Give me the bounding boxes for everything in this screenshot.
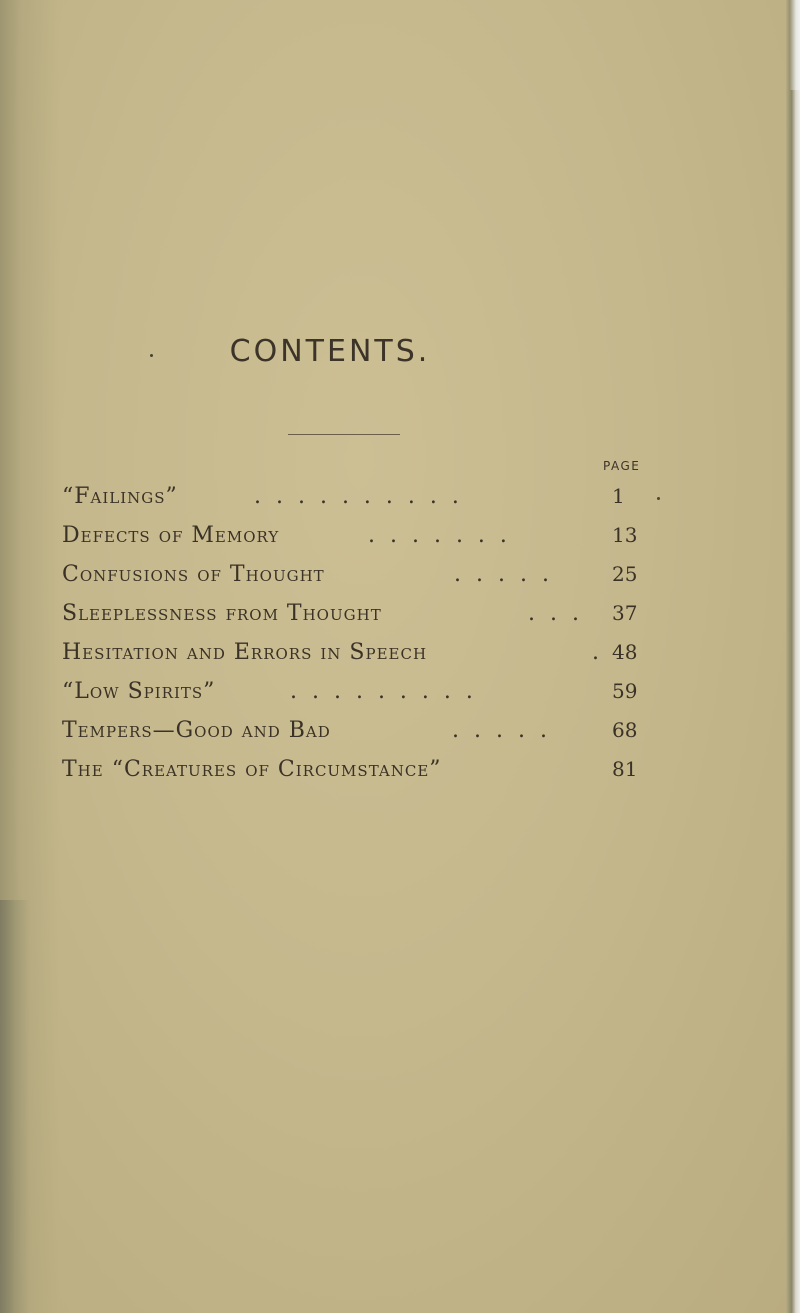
toc-entry-page: 59 — [612, 679, 638, 703]
stray-mark — [657, 497, 660, 500]
page-edge-top — [790, 0, 800, 90]
toc-dot-leader: . . . — [528, 601, 583, 626]
toc-entry-page: 48 — [612, 640, 638, 664]
stray-mark — [150, 354, 153, 357]
toc-entry-title: Hesitation and Errors in Speech — [62, 640, 428, 665]
toc-entry-title: Defects of Memory — [62, 523, 280, 548]
toc-dot-leader: . . . . . — [454, 562, 553, 587]
toc-entry-page: 81 — [612, 757, 638, 781]
toc-entry-page: 37 — [612, 601, 638, 625]
toc-entry-hesitation-and-errors-in-speech — [62, 634, 652, 673]
toc-entry-tempers-good-and-bad — [62, 712, 652, 751]
toc-entry-failings — [62, 478, 652, 517]
toc-entry-title: “Failings” — [62, 484, 178, 509]
toc-dot-leader: . . . . . . . . . . — [254, 484, 463, 509]
page-column-label: PAGE — [603, 459, 641, 473]
gutter-shadow-lower — [0, 900, 30, 1313]
toc-entry-low-spirits — [62, 673, 652, 712]
toc-dot-leader: . . . . . — [452, 718, 551, 743]
toc-entry-sleeplessness-from-thought — [62, 595, 652, 634]
toc-entry-page: 13 — [612, 523, 638, 547]
toc-entry-confusions-of-thought — [62, 556, 652, 595]
toc-entry-title: Sleeplessness from Thought — [62, 601, 382, 626]
toc-entry-title: Confusions of Thought — [62, 562, 325, 587]
toc-entry-title: The “Creatures of Circumstance” — [62, 757, 442, 782]
title-rule — [288, 434, 400, 435]
table-of-contents — [62, 478, 652, 790]
toc-entry-defects-of-memory — [62, 517, 652, 556]
toc-entry-page: 1 — [612, 484, 625, 508]
toc-entry-title: “Low Spirits” — [62, 679, 216, 704]
toc-dot-leader: . . . . . . . . . — [290, 679, 477, 704]
page-edge — [786, 0, 800, 1313]
toc-dot-leader: . — [592, 640, 603, 665]
toc-entry-title: Tempers—Good and Bad — [62, 718, 331, 743]
page-title: CONTENTS. — [229, 334, 431, 369]
toc-dot-leader: . . . . . . . — [368, 523, 511, 548]
toc-entry-creatures-of-circumstance — [62, 751, 652, 790]
toc-entry-page: 25 — [612, 562, 638, 586]
toc-entry-page: 68 — [612, 718, 638, 742]
